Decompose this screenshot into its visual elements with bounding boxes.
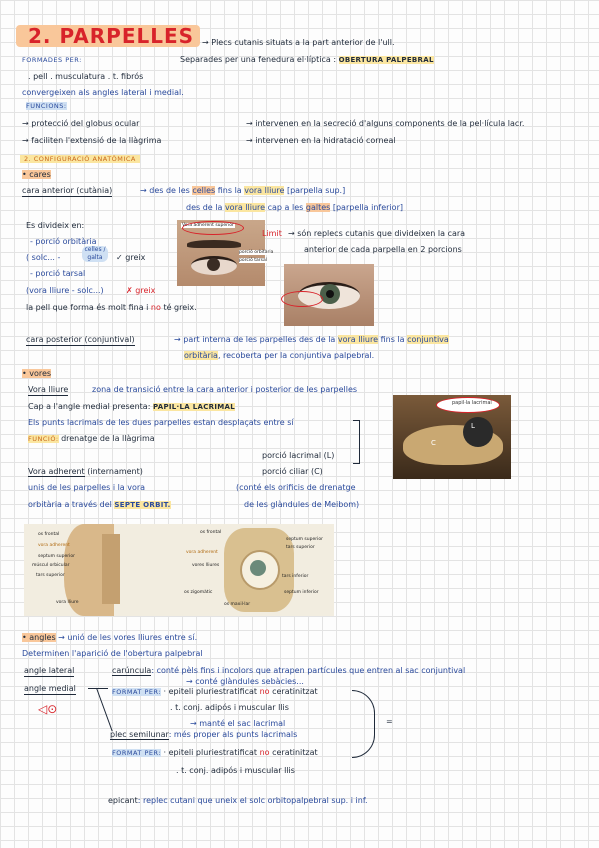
obertura-palpebral: OBERTURA PALPEBRAL	[338, 56, 434, 64]
mante: → manté el sac lacrimal	[190, 719, 286, 728]
greix-ok: ✓ greix	[116, 253, 146, 262]
format-per-1: FORMAT PER: · epiteli pluriestratificat no ceratinitzat	[112, 687, 318, 696]
unis-line2: orbitària a través del SEPTE ORBIT.	[28, 500, 171, 509]
format-per-2: FORMAT PER: · epiteli pluriestratificat no ceratinitzat	[112, 748, 318, 757]
equals-sign: =	[386, 717, 393, 726]
conte-line2: de les glàndules de Meibom)	[244, 500, 360, 509]
function-1: → protecció del globus ocular	[22, 119, 140, 128]
eye-photo-label-side2: porció tarsal	[239, 258, 267, 263]
angles-heading: • angles → unió de les vores lliures entre sí.	[22, 633, 198, 642]
funcio: FUNCIÓ: drenatge de la llàgrima	[28, 434, 155, 443]
limit-text-2: anterior de cada parpella en 2 porcions	[304, 245, 462, 254]
function-2: → faciliten l'extensió de la llàgrima	[22, 136, 162, 145]
function-1b: → intervenen en la secreció d'alguns components de la pel·lícula lacr.	[246, 119, 525, 128]
diagram-right-label-1: septum superior	[286, 537, 323, 542]
eyebrow-red-circle	[182, 221, 244, 235]
cap-angle: Cap a l'angle medial presenta: PAPIL·LA LACRIMAL	[28, 402, 235, 411]
vora-lliure: Vora lliure	[28, 385, 69, 394]
photo-C-label: C	[431, 439, 436, 447]
closeup-red-circle	[281, 291, 323, 307]
punts-lacrimals: Els punts lacrimals de les dues parpelles estan desplaçats entre sí	[28, 418, 294, 427]
eye-photo-label-top: Vora adherent superior	[182, 223, 234, 228]
es-divideix: Es divideix en:	[26, 221, 85, 230]
diagram-left-label-2: septum superior	[38, 554, 75, 559]
eye-photo-label-side1: porció orbitària	[239, 250, 274, 255]
porcio-lacrimal: porció lacrimal (L)	[262, 451, 335, 460]
cara-anterior-line1: → des de les celles fins la vora lliure [parpella sup.]	[140, 186, 346, 195]
formades-items: . pell . musculatura . t. fibrós	[28, 72, 144, 81]
diagram-right-label-4: vores lliures	[192, 563, 220, 568]
angle-branch-line	[96, 688, 113, 732]
solc: ( solc... -	[26, 253, 61, 262]
intro-line1: → Plecs cutanis situats a la part anterior de l'ull.	[202, 38, 395, 47]
diagram-right-label-3: vora adherent	[186, 550, 218, 555]
cara-posterior-line1: → part interna de les parpelles des de la vora lliure fins la conjuntiva	[174, 335, 449, 344]
formades-label: FORMADES PER:	[22, 56, 82, 64]
cara-anterior-line2: des de la vora lliure cap a les galtes [parpella inferior]	[186, 203, 403, 212]
bracket-vores	[353, 420, 360, 464]
determinen: Determinen l'aparició de l'obertura palpebral	[22, 649, 203, 658]
papilla-photo-label: papil·la lacrimal	[452, 400, 492, 406]
plec-semilunar: plec semilunar: més proper als punts lacrimals	[110, 730, 298, 739]
diagram-right-label-8: os maxil·lar	[224, 602, 251, 607]
diagram-left-label-1: vora adherent	[38, 543, 70, 548]
unis-line1: unis de les parpelles i la vora	[28, 483, 146, 492]
porcio-orbitaria: - porció orbitària	[30, 237, 97, 246]
diagram-left-label-5: vora lliure	[56, 600, 79, 605]
diagram-left-label-3: múscul orbicular	[32, 563, 70, 568]
limit-text-1: → són replecs cutanis que divideixen la cara	[288, 229, 466, 238]
angle-medial: angle medial	[24, 684, 76, 693]
cara-posterior: cara posterior (conjuntival)	[26, 335, 135, 344]
eye-doodle-icon: ◁⊙	[38, 702, 58, 716]
cara-posterior-line2: orbitària, recoberta per la conjuntiva palpebral.	[184, 351, 375, 360]
porcio-ciliar: porció ciliar (C)	[262, 467, 323, 476]
vora-adherent: Vora adherent (internament)	[28, 467, 143, 476]
epicant: epicant: replec cutani que uneix el solc orbitopalpebral sup. i inf.	[108, 796, 368, 805]
angle-lateral: angle lateral	[24, 666, 75, 675]
diagram-right-label-6: os zigomàtic	[184, 590, 213, 595]
diagram-right-label-5: tars inferior	[282, 574, 309, 579]
conte-line1: (conté els orificis de drenatge	[236, 483, 356, 492]
curved-brace	[352, 690, 375, 758]
diagram-left-label-4: tars superior	[36, 573, 65, 578]
diagram-left-label-0: os frontal	[38, 532, 60, 537]
diagram-right-label-2: tars superior	[286, 545, 315, 550]
photo-L-label: L	[471, 422, 475, 430]
tconj-2: . t. conj. adipós i muscular llis	[176, 766, 295, 775]
vores-heading: • vores	[22, 369, 52, 378]
cara-anterior: cara anterior (cutània)	[22, 186, 113, 195]
diagram-right-label-7: septum inferior	[284, 590, 319, 595]
convergeixen: convergeixen als angles lateral i medial.	[22, 88, 184, 97]
diagram-right-label-0: os frontal	[200, 530, 222, 535]
intro-line2: Separades per una fenedura el·líptica : OBERTURA PALPEBRAL	[180, 55, 434, 64]
cares-heading: • cares	[22, 170, 51, 179]
porcio-tarsal: - porció tarsal	[30, 269, 86, 278]
celles-galta: celles / galta	[82, 246, 108, 262]
caruncula: carúncula: conté pèls fins i incolors que atrapen partícules que entren al sac conjuntival	[112, 666, 466, 675]
function-2b: → intervenen en la hidratació corneal	[246, 136, 396, 145]
config-heading: 2. CONFIGURACIÓ ANATÒMICA	[20, 155, 140, 163]
conte-glandules: → conté glàndules sebàcies...	[186, 677, 304, 686]
tconj-1: . t. conj. adipós i muscular llis	[170, 703, 289, 712]
page-title: 2. PARPELLES	[28, 24, 195, 48]
pell-fina: la pell que forma és molt fina i no té greix.	[26, 303, 197, 312]
angle-line	[88, 688, 108, 689]
greix-x: ✗ greix	[126, 286, 156, 295]
vora-solc: (vora lliure - solc...)	[26, 286, 104, 295]
funcions-label: FUNCIONS:	[26, 102, 67, 110]
vora-lliure-desc: zona de transició entre la cara anterior i posterior de les parpelles	[92, 385, 358, 394]
limit-label: Limit	[262, 229, 282, 238]
